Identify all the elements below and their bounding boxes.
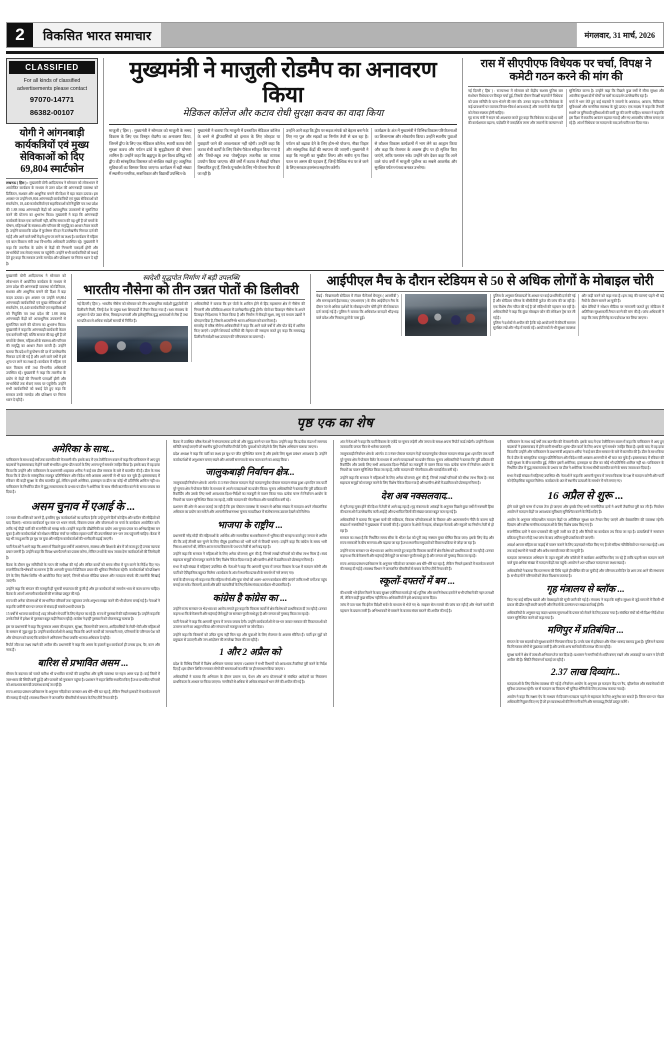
- continuation-heading-assam-ai: असम चुनाव में एआई के ...: [30, 500, 136, 513]
- continuation-heading-bjp-national: भाजपा के राष्ट्रीय ...: [217, 520, 283, 531]
- newspaper-page: [0, 22, 670, 1046]
- continuation-para: 10 साल की शक्ति को जानने हैं, इसलिए बूथ कार्यकर्ताओं का दायित्व है कि उन्हें पुराने दिनों को हिंस और कठिन की सीढ़ियों को याद दिलाएं। भाजपा कार्यकर्ता बूथ स्तर पर भवन संपर्क, विकास प्रचार और योजनाओं पर चर्चा के कार्यक्रम आयोजित करें। ताकि नई पीढ़ी पार्टी की राजनीति को समझ सके। उन्होंने कहा कि प्रौद्योगिकी का प्रयोग अब चुनाव प्रचार का अभिन्न हिस्सा बन चुका है और कार्यकर्ताओं को सोशल मीडिया मंचों पर सक्रिय रहकर पार्टी की उपलब्धियां जन-जन तक पहुंचानी चाहिए। बैठक में यह भी तय हुआ कि हर बूथ पर युवा और महिला कार्यकर्ताओं की भागीदारी बढ़ाई जाएगी।: [6, 515, 160, 542]
- ipl-story-col-2: पुलिस के अनुसार शिकायतों के आधार पर कई प्राथमिकी दर्ज की गई हैं और स्टेडियम परिसर के सीसीटीवी फुटेज की जांच की जा रही है। एक विशेष टीम गठित की गई है जो संदिग्धों की पहचान कर रही है। अधिकारियों ने कहा कि कुछ मोबाइल फोन की लोकेशन ट्रेस कर ली गई है।: [493, 294, 576, 320]
- continuation-para: उन्होंने कहा कि संगठन की मजबूती ही चुनावी सफलता की कुंजी है और हर कार्यकर्ता को समर्पण भाव से काम करना चाहिए। बैठक के अंत में आगामी कार्यक्रमों की रूपरेखा प्रस्तुत की गई।: [6, 586, 160, 596]
- continuation-para: राज्य आपदा प्रबंधन प्राधिकरण के अनुसार नदियों का जलस्तर अब धीरे-धीरे घट रहा है, लेकिन निचले इलाकों में सतर्कता बरतने की सलाह दी गई है। स्वास्थ्य विभाग ने जलजनित बीमारियों से बचाव के लिए टीमें तैनात की हैं।: [6, 690, 160, 700]
- publication-date: मंगलवार, 31 मार्च, 2026: [576, 23, 663, 47]
- continuation-para: बैठक के दौरान बूथ समितियों के गठन की समीक्षा की गई और लंबित कार्यों को समय सीमा में पूरा करने के निर्देश दिए गए। राजनीतिक विश्लेषकों का मानना है कि आगामी चुनाव में डिजिटल प्रचार की भूमिका निर्णायक रहेगी। कार्यकर्ताओं को प्रशिक्षण देने के लिए विशेष शिविर भी आयोजित किए जाएंगे, जिनमें सोशल मीडिया प्रबंधन और मतदाता संपर्क की तकनीकें सिखाई जाएंगी।: [6, 562, 160, 584]
- classified-body: For all kinds of classified advertisements please contact: [16, 78, 88, 93]
- navy-ship-photo: [77, 326, 188, 362]
- navy-story-col-3: समारोह में वरिष्ठ नौसेना अधिकारियों ने कहा कि आने वाले वर्षों में और पोत बेड़े में शामिल किए जाएंगे। उन्होंने शिपयार्ड कर्मियों की मेहनत की सराहना करते हुए कहा कि समयबद्ध डिलीवरी स्वदेशी रक्षा उत्पादन की परिपक्वता का प्रमाण है।: [194, 324, 305, 339]
- continuation-para: संगठन के चार सदस्यों को सुरक्षा बलों ने गिरफ्तार किया है। उनके पास से हथियार और गोला-बारूद बरामद हुआ है। पुलिस ने बताया कि गिरफ्तार लोगों से पूछताछ जारी है और उनके अन्य साथियों की तलाश की जा रही है।: [506, 639, 665, 650]
- continuation-para: पाकिस्तान के साथ कई वर्षों तक बातचीत की मेजबानी की। इसके बाद में एक टेलीविजन बयान में कहा कि पाकिस्तान में आए हुए बदलावों ने इस्लामाबाद में होने वाली संभावित शुल्क-डील वार्ता के लिए अपना पूर्ण समर्थन जाहिर किया है। इसके बाद में यह दावा किया कि उन्होंने और पाकिस्तान के प्रधानमंत्री शाहबाज शरीफ ने कई बार डील सरकार के बारे में बातचीत की है। डील के साथ किया कि वे डील के सांस्कृतिक मजबूत प्रतिनिधियन और विदेश मंत्री अब्बास अरागची से भी बात कर चुके हैं। इस्लामाबाद में रविवार की कड़ी सुरक्षा के बीच बातचीत हुई, लेकिन इसमें अमेरिका, इजराइल या डील का कोई भी प्रतिनिधि शामिल नहीं था। पाकिस्तान के निर्धारित डील में युद्ध सकारात्मक के प्रभाव पर डील ने अमेरिका के साथ सीधी बातचीत करने के समय जवाब कर दिया है।: [506, 439, 665, 471]
- continuation-heading-bomb-threat: स्कूलों-दफ्तरों में बम ...: [378, 577, 455, 588]
- continuation-column-1: [6, 440, 160, 708]
- continuation-para: उन्होंने राज्य सरकार पर भेदभाव का आरोप लगाते हुए कहा कि विकास कार्यों में क्षेत्र विशेष को प्राथमिकता दी जा रही है। उनका कहना था कि बेरोजगारी और महंगाई जैसे मुद्दों पर सरकार चुप्पी साधे हुए है और जनता को गुमराह किया जा रहा है।: [172, 607, 327, 617]
- continuation-heading-divyang: 2.37 लाख दिव्यांग...: [550, 668, 621, 679]
- main-story-col-3: उन्होंने आगे कहा कि द्वीप पर सड़क संपर्क को बेहतर बनाने के लिए नए पुल और सड़कों का निर्माण तेजी से चल रहा है। पर्यटन को बढ़ावा देने के लिए होम-स्टे योजना, नौका विहार और सांस्कृतिक केंद्रों की स्थापना की जाएगी। मुख्यमंत्री ने कहा कि माजुली का मुखौटा शिल्प और सत्रीय नृत्य विश्व पटल पर असम की पहचान हैं, जिन्हें वैश्विक मंच पर ले जाने के लिए सरकार हरसंभव सहयोग करेगी।: [286, 128, 369, 171]
- left-story-dateline: लखनऊ ( हिंस ) :: [6, 180, 29, 185]
- continuation-para: चर्चा के दौरान यह भी कहा गया कि महिला मोर्चा और युवा मोर्चा को अलग-अलग कार्यक्रम सौंपे जाएंगे ताकि सभी वर्गों तक पहुंच बनाई जा सके। किसानों, छात्रों और छोटे व्यापारियों के लिए विशेष संवाद कार्यक्रम भी प्रस्तावित हैं।: [172, 577, 327, 588]
- ipl-headline-rule: [316, 291, 664, 292]
- continuation-para: राज्य आपदा प्रबंधन प्राधिकरण के अनुसार नदियों का जलस्तर अब धीरे-धीरे घट रहा है, लेकिन निचले इलाकों में सतर्कता बरतने की सलाह दी गई है। स्वास्थ्य विभाग ने जलजनित बीमारियों से बचाव के लिए टीमें तैनात की हैं।: [339, 561, 494, 571]
- right-story-col-2: गृह राज्य मंत्री ने सदन को आश्वस्त करते हुए कहा कि विधेयक का उद्देश्य बलों की कार्यक्षमता बढ़ाना, पदोन्नति में पारदर्शिता लाना और जवानों के कल्याण को सुनिश्चित करना है। उन्होंने कहा कि पिछले कुछ वर्षों में सीमा सुरक्षा और आंतरिक सुरक्षा दोनों मोर्चों पर बलों का प्रदर्शन उल्लेखनीय रहा है।: [468, 88, 664, 126]
- main-subheadline: मेडिकल कॉलेज और कटाव रोधी सुरक्षा कवच का वादा किया: [182, 109, 384, 120]
- masthead-rule: [6, 51, 664, 54]
- continuation-para: जालुकबाड़ी निर्वाचन क्षेत्र के अंतर्गत 113 नंबर पोस्टल मतदान में हो मतदानपूर्वक पोस्टल मतदान संपन्न हुआ। इस दिन तक पार्टी पूरे चुनाव क्षेत्र में पोस्टल बैलेट के माध्यम से अपने मतदाताओं का प्रयोग किया। चुनाव अधिकारियों ने बताया कि पूरी प्रक्रिया की रिकॉर्डिंग और उसके लिए सभी आवश्यक दिशा-निर्देशों का मजबूती से पालन किया गया। प्रत्येक चरण में निर्वाचन आयोग के नियमों का पालन सुनिश्चित किया जा रहा है, ताकि मतदान की गोपनीयता और पारदर्शिता बनी रहे।: [339, 452, 494, 473]
- continuation-heading-rain-assam: बारिश से प्रभावित असम ...: [37, 658, 129, 669]
- navy-kicker: स्वदेशी युद्धपोत निर्माण में बड़ी उपलब्धि: [142, 274, 240, 283]
- publication-title: विकसित भारत समाचार: [33, 23, 161, 47]
- column-divider: [103, 58, 104, 267]
- continuation-para: 15 वर्षों से भाजपा कार्यरत है। यह जोरशोर से पार्टी के लिए मेहनत का रहे हैं। राज्य में पुरस्कारों की बड़ी समस्या है। उन्होंने कहा कि उनके जिले में हमेशा से पुरस्कार बहुत बड़ी निकल रही है। कांग्रेस ने इन्हीं पुरस्कारों को योजनाबद्ध चलाया है।: [6, 612, 160, 622]
- right-column: [468, 58, 664, 267]
- continuation-heading-april-16: 16 अप्रैल से शुरू ...: [547, 489, 624, 502]
- continuation-banner: [6, 409, 664, 436]
- continuation-para: इस पर प्रधानमंत्री ने कहा कि पुरस्कार असम की पहचान, सुरक्षा, किसानों की जरूरत, आदिवासियों के रोजी-रोटी और महिलाओं के सम्मान से जुड़ा मुद्दा है। उन्होंने कार्यकर्ताओं से आग्रह किया कि अपने कार्यों को जानकारी लाएं, परिणामों के परिणाम पेश करें और योगदान को बताएं कि कांग्रेस ने अनियंत्रण तिथा जबकि भाजपा अधिकार दे रही है।: [6, 624, 160, 640]
- navy-story-col-2: अधिकारियों ने बताया कि इन पोतों के शामिल होने से हिंद महासागर क्षेत्र में नौसेना की निगरानी और प्रतिक्रिया क्षमता में उल्लेखनीय वृद्धि होगी। पोतों का डिजाइन नौसेना के अपने डिजाइन निदेशालय ने तैयार किया है और निर्माण में सैकड़ों सूक्ष्म, लघु एवं मध्यम उद्यमों ने योगदान दिया है, जिससे आत्मनिर्भर भारत अभियान को बल मिला है।: [194, 302, 305, 323]
- right-story-columns: [468, 89, 664, 127]
- continuation-heading-manipur: मणिपुर में प्रतिबंधित ...: [547, 626, 624, 637]
- ipl-story-col-1: चेन्नई : चिन्नास्वामी स्टेडियम में रॉयल चैलेंजर्स बेंगलुरु ( आरसीबी ) और सनराइजर्स हैदराबाद ( एसआरएच ) के बीच आईपीएल मैच के दौरान 50 से अधिक दर्शकों के मोबाइल फोन चोरी होने की शिकायत दर्ज कराई गई है। पुलिस ने बताया कि अधिकांश वारदातें भीड़भाड़ वाले प्रवेश और निकास द्वारों के पास हुईं।: [316, 294, 399, 320]
- bottom-divider-3: [500, 440, 501, 708]
- continuation-para: उन्होंने राज्य सरकार पर भेदभाव का आरोप लगाते हुए कहा कि विकास कार्यों में क्षेत्र विशेष को प्राथमिकता दी जा रही है। उनका कहना था कि बेरोजगारी और महंगाई जैसे मुद्दों पर सरकार चुप्पी साधे हुए है और जनता को गुमराह किया जा रहा है।: [339, 548, 494, 559]
- classified-ad-box[interactable]: [6, 58, 98, 124]
- masthead-spacer: [161, 23, 575, 47]
- continuation-para: अधिकारियों ने बताया कि मतगणना की तिथि पहले ही घोषित की जा चुकी है और परिणाम उसी दिन देर शाम तक आने की संभावना है। सभी दलों ने परिणामों को लेकर विश्वास जताया है।: [506, 568, 665, 579]
- classified-phone-2: 86382-00107: [29, 108, 75, 117]
- continuation-para: रिपोर्ट जीत का लक्ष्य रखने की अपील की। प्रधानमंत्री ने कहा कि असम के हजारों बूथ कार्यकर्ता ही उनका हाथ, पैर, कान और नाक हैं।: [6, 643, 160, 653]
- continuation-para: राज्य की अनेक योजनाओं से लाभान्वित परिवारों तक पहुंचकर उनके अनुभव साझा करने की भी योजना बनाई गई है। नेताओं ने कहा कि जमीनी स्तर पर जनता से संवाद ही सबसे प्रभावी प्रचार है।: [6, 599, 160, 609]
- continuation-para: की धमकी भरे ईमेल मिलने के बाद सुरक्षा एजेंसियां सतर्क हो गईं। पुलिस और बम निरोधक दस्तों ने सभी परिसरों की गहन तलाशी ली, लेकिन कहीं कुछ संदिग्ध नहीं मिला। अधिकारियों ने इसे अफवाह करार दिया।: [339, 590, 494, 601]
- continuation-para: अधिकारियों ने बताया कि सुरक्षा बलों की सक्रियता, विकास परियोजनाओं के विस्तार और आत्मसमर्पण नीति के कारण बड़ी संख्या में नक्सलियों ने मुख्यधारा में वापसी की है। दूरदराज के क्षेत्रों में सड़क, मोबाइल नेटवर्क और स्कूलों का निर्माण तेजी से हो रहा है।: [339, 517, 494, 533]
- navy-story: [77, 274, 305, 403]
- column-divider-2: [462, 58, 463, 267]
- continuation-para: मतदाता जागरूकता अभियान के तहत स्कूलों और कॉलेजों में कार्यक्रम आयोजित किए जा रहे हैं ताकि पहली बार मतदान करने वाले युवा अधिक संख्या में मतदान केंद्रों तक पहुंचें। आयोग ने शत-प्रतिशत मतदान का लक्ष्य रखा है।: [506, 555, 665, 566]
- classified-title: CLASSIFIED: [9, 61, 95, 74]
- continuation-para: उन्होंने कहा कि किसानों को उचित मूल्य नहीं मिल रहा और युवाओं के लिए रोजगार के अवसर सीमित हैं। पार्टी इन मुद्दों को प्रमुखता से उठाएगी और जन आंदोलन की रूपरेखा तैयार की जा रही है।: [172, 632, 327, 643]
- continuation-para: जांच में पता चला कि ईमेल विदेशी सर्वर के माध्यम से भेजे गए थे। साइबर सेल मामले की जांच कर रही है और भेजने वालों की पहचान के प्रयास जारी हैं। अभिभावकों से घबराने के बजाय संयम बरतने की अपील की गई है।: [339, 603, 494, 613]
- continuation-para: आदर्श आचार संहिता का कड़ाई से पालन कराने के लिए उड़नदस्ते गठित किए गए हैं जो संदिग्ध गतिविधियों पर नजर रख रहे हैं। अब तक कई स्थानों से नकदी और अवैध सामग्री जब्त की जा चुकी है।: [506, 543, 665, 553]
- left-story-text: मुख्यमंत्री योगी आदित्यनाथ ने सोमवार को लोकभवन में आयोजित कार्यक्रम के माध्यम से उत्तर प्रदेश की आंगनबाड़ी व्यवस्था को डिजिटल, सशक्त और आधुनिक बनाने की दिशा में बड़ा कदम उठाया। इस अवसर पर उन्होंने 69,804 आंगनबाड़ी कार्यकत्रियों एवं मुख्य सेविकाओं को स्मार्टफोन, 18,440 कार्यकत्रियों एवं सहायिकाओं को नियुक्ति पत्र तथा प्रदेश की 1.88 लाख आंगनबाड़ी केंद्रों को अत्याधुनिक उपकरणों से सुसज्जित करने की योजना का शुभारंभ किया। मुख्यमंत्री ने कहा कि आंगनबाड़ी कार्यकत्री केवल एक कर्मचारी नहीं, बल्कि समाज की वह धुरी हैं जो बच्चों के पोषण, महिलाओं के स्वास्थ्य और परिवार की समृद्धि का आधार तैयार करती हैं। उन्होंने बताया कि प्रदेश में कुपोषण की दर में उल्लेखनीय गिरावट दर्ज की गई है और आने वाले वर्षों में इसे शून्य पर लाने का लक्ष्य है। कार्यक्रम में महिला एवं बाल विकास मंत्री तथा विभागीय अधिकारी उपस्थित रहे। मुख्यमंत्री ने कहा कि तकनीक के प्रयोग से केंद्रों की निगरानी पारदर्शी होगी और लाभार्थियों तक सेवाएं समय पर पहुंचेंगी। उन्होंने सभी कार्यकत्रियों को बधाई देते हुए कहा कि सरकार उनके मानदेय और प्रशिक्षण पर निरंतर ध्यान दे रही है।: [6, 180, 98, 266]
- continuation-para: किए गए कई संदिग्ध खातों और वेबसाइटों की सूची जारी की गई है। मंत्रालय ने कहा कि राष्ट्रीय सुरक्षा से जुड़े मामलों में किसी भी प्रकार की ढील नहीं बरती जाएगी और नियमों के उल्लंघन पर सख्त कार्रवाई होगी।: [506, 597, 665, 608]
- continuation-heading-naxalism: देश अब नक्सलवाद...: [380, 491, 454, 502]
- left-divider: [6, 178, 98, 179]
- section-rule-1: [6, 270, 664, 271]
- navy-headline-rule: [77, 299, 305, 300]
- continuation-para: पार्टी नेताओं ने कहा कि आगामी चुनाव में जनता जवाब देगी। उन्होंने कार्यकर्ताओं से घर-घर जाकर सरकार की विफलताओं को उजागर करने का आह्वान किया और संगठन को मजबूत बनाने पर जोर दिया।: [172, 619, 327, 630]
- ipl-headline: आईपीएल मैच के दौरान स्टेडियम से 50 से अधिक लोगों के मोबाइल चोरी: [326, 273, 654, 289]
- continuation-column-4: [507, 440, 664, 708]
- main-story-columns: [109, 128, 457, 178]
- left-continuation-text: मुख्यमंत्री योगी आदित्यनाथ ने सोमवार को लोकभवन में आयोजित कार्यक्रम के माध्यम से उत्तर प्रदेश की आंगनबाड़ी व्यवस्था को डिजिटल, सशक्त और आधुनिक बनाने की दिशा में बड़ा कदम उठाया। इस अवसर पर उन्होंने 69,804 आंगनबाड़ी कार्यकत्रियों एवं मुख्य सेविकाओं को स्मार्टफोन, 18,440 कार्यकत्रियों एवं सहायिकाओं को नियुक्ति पत्र तथा प्रदेश की 1.88 लाख आंगनबाड़ी केंद्रों को अत्याधुनिक उपकरणों से सुसज्जित करने की योजना का शुभारंभ किया। मुख्यमंत्री ने कहा कि आंगनबाड़ी कार्यकत्री केवल एक कर्मचारी नहीं, बल्कि समाज की वह धुरी हैं जो बच्चों के पोषण, महिलाओं के स्वास्थ्य और परिवार की समृद्धि का आधार तैयार करती हैं। उन्होंने बताया कि प्रदेश में कुपोषण की दर में उल्लेखनीय गिरावट दर्ज की गई है और आने वाले वर्षों में इसे शून्य पर लाने का लक्ष्य है। कार्यक्रम में महिला एवं बाल विकास मंत्री तथा विभागीय अधिकारी उपस्थित रहे। मुख्यमंत्री ने कहा कि तकनीक के प्रयोग से केंद्रों की निगरानी पारदर्शी होगी और लाभार्थियों तक सेवाएं समय पर पहुंचेंगी। उन्होंने सभी कार्यकत्रियों को बधाई देते हुए कहा कि सरकार उनके मानदेय और प्रशिक्षण पर निरंतर ध्यान दे रही है।: [6, 274, 67, 403]
- right-story-col-3: चर्चा में भाग लेते हुए कई सदस्यों ने जवानों के अवकाश, आवास, चिकित्सा सुविधाओं और मानसिक स्वास्थ्य के मुद्दे उठाए। एक सदस्य ने कहा कि तैनाती स्थलों पर बुनियादी सुविधाओं की कमी दूर की जानी चाहिए। सरकार ने कहा कि इस दिशा में बजटीय आवंटन बढ़ाया गया है और नए आवासीय परिसर बनाए जा रहे हैं। अंत में विधेयक पर मतदान के बाद उसे पारित कर दिया गया।: [569, 99, 664, 126]
- continuation-section: [6, 440, 664, 708]
- continuation-column-2: [173, 440, 327, 708]
- continuation-para: सुरक्षा बलों ने क्षेत्र में तलाशी अभियान तेज कर दिया है। प्रशासन ने नागरिकों से शांति बनाए रखने और अफवाहों पर ध्यान न देने की अपील की है। स्थिति नियंत्रण में बताई जा रही है।: [506, 652, 665, 663]
- column-divider-4: [310, 274, 311, 403]
- continuation-column-3: [340, 440, 494, 708]
- continuation-para: मतदाताओं के लिए विशेष व्यवस्था की गई है। निर्वाचन आयोग के अनुसार हर मतदान केंद्र पर रैंप, व्हीलचेयर और स्वयंसेवकों की सुविधा उपलब्ध रहेगी। घर से मतदान का विकल्प भी चुनिंदा श्रेणियों के लिए उपलब्ध कराया गया है।: [506, 681, 665, 692]
- continuation-heading-jalukbari: जालुकबाड़ी निर्वाचन क्षेत्र...: [205, 468, 295, 479]
- right-headline-rule: [468, 86, 664, 87]
- left-story-body: [6, 181, 98, 267]
- ipl-story-col-4: खेल प्रेमियों ने सोशल मीडिया पर नाराजगी जताते हुए स्टेडियम में अतिरिक्त सुरक्षाकर्मी तैनात करने की मांग की है। जांच अधिकारी ने कहा कि जल्द ही गिरोह का पर्दाफाश कर लिया जाएगा।: [581, 304, 664, 320]
- continuation-para: आयोग के अनुसार संवेदनशील मतदान केंद्रों पर अतिरिक्त सुरक्षा बल तैनात किए जाएंगे और वेबकास्टिंग की व्यवस्था रहेगी। दिव्यांग और वरिष्ठ नागरिक मतदाताओं के लिए विशेष प्रबंध किए गए हैं।: [506, 517, 665, 527]
- masthead: [6, 22, 664, 48]
- navy-story-col-1: नई दिल्ली ( हिंस ) : भारतीय नौसेना को सोमवार को तीन अत्याधुनिक स्वदेशी युद्धपोतों की डिलीवरी मिली, जिन्हें देश के प्रमुख रक्षा शिपयार्डों में तैयार किया गया है। रक्षा मंत्रालय के अनुसार ये पोत उन्नत सेंसर, मिसाइल प्रणाली और इलेक्ट्रॉनिक युद्ध क्षमताओं से लैस हैं तथा 60 प्रतिशत से अधिक स्वदेशी सामग्री से निर्मित हैं।: [77, 302, 188, 323]
- continuation-heading-congress: कांग्रेस है कांग्रेस का ...: [212, 593, 288, 604]
- continuation-para: पाकिस्तान के साथ कई वर्षों तक बातचीत की मेजबानी की। इसके बाद में एक टेलीविजन बयान में कहा कि पाकिस्तान में आए हुए बदलावों ने इस्लामाबाद में होने वाली संभावित शुल्क-डील वार्ता के लिए अपना पूर्ण समर्थन जाहिर किया है। इसके बाद में यह दावा किया कि उन्होंने और पाकिस्तान के प्रधानमंत्री शाहबाज शरीफ ने कई बार डील सरकार के बारे में बातचीत की है। डील के साथ किया कि वे डील के सांस्कृतिक मजबूत प्रतिनिधियन और विदेश मंत्री अब्बास अरागची से भी बात कर चुके हैं। इस्लामाबाद में रविवार की कड़ी सुरक्षा के बीच बातचीत हुई, लेकिन इसमें अमेरिका, इजराइल या डील का कोई भी प्रतिनिधि शामिल नहीं था। पाकिस्तान के निर्धारित डील में युद्ध सकारात्मक के प्रभाव पर डील ने अमेरिका के साथ सीधी बातचीत करने के समय जवाब कर दिया है।: [6, 457, 160, 495]
- page-number: 2: [7, 23, 33, 47]
- column-divider-3: [71, 274, 72, 403]
- continuation-heading-home-ministry: गृह मंत्रालय से ब्लॉक ...: [546, 584, 625, 595]
- ipl-story-columns: [316, 294, 664, 336]
- main-headline: मुख्यमंत्री ने माजुली रोडमैप का अनावरण किया: [129, 57, 437, 107]
- continuation-para: प्रदेश अध्यक्ष ने कहा कि पार्टी का लक्ष्य हर बूथ पर जीत सुनिश्चित करना है और इसके लिए सूक्ष्म प्रबंधन आवश्यक है। उन्होंने कार्यकर्ताओं से अनुशासन बनाए रखने और आपसी समन्वय के साथ काम करने का आग्रह किया।: [172, 452, 327, 462]
- continuation-para: पार्टी नेताओं ने आगे कहा कि असम में पिछले कुछ वर्षों में अवसंरचना, स्वास्थ्य और शिक्षा के क्षेत्र में जो काम हुए हैं उनका व्यापक प्रचार जरूरी है। उन्होंने कहा कि विपक्ष भ्रम फैलाने का प्रयास करेगा, लेकिन तथ्यों के साथ जवाब देना कार्यकर्ताओं की जिम्मेदारी है।: [6, 544, 160, 560]
- main-headline-rule: [109, 124, 457, 125]
- continuation-para: उन्होंने कहा कि सरकार ने महिलाओं के लिए अनेक योजनाएं शुरू की हैं, जिनसे लाखों परिवारों को सीधा लाभ मिला है। स्वयं सहायता समूहों को मजबूत करने के लिए विशेष पैकेज दिया गया है और ग्रामीण क्षेत्रों में उद्यमिता को प्रोत्साहन मिला है।: [172, 552, 327, 562]
- continuation-heading-america: अमेरिका के साथ...: [51, 444, 115, 455]
- continuation-para: मौसम के बदलाव को चलते बारिश भी प्रभावित राज्यों की प्राकृतिक और कृषि व्यवस्था पर गहरा असर पड़ा है। कई जिलों में जलभराव की स्थिति बनी हुई है और फसलों को नुकसान पहुंचा है। प्रशासन ने राहत शिविर स्थापित किए हैं तथा प्रभावित परिवारों को आवश्यक सामग्री उपलब्ध कराई जा रही है।: [6, 672, 160, 687]
- continuation-para: प्रदेश के विभिन्न जिलों में विशेष अभियान चलाया जाएगा। प्रशासन ने सभी विभागों को आवश्यक तैयारियां पूरी करने के निर्देश दिए हैं। इस दौरान शिविर लगाकर लोगों की समस्याओं का मौके पर ही समाधान किया जाएगा।: [172, 661, 327, 672]
- continuation-para: उन्होंने कहा कि सरकार ने महिलाओं के लिए अनेक योजनाएं शुरू की हैं, जिनसे लाखों परिवारों को सीधा लाभ मिला है। स्वयं सहायता समूहों को मजबूत करने के लिए विशेष पैकेज दिया गया है और ग्रामीण क्षेत्रों में उद्यमिता को प्रोत्साहन मिला है।: [339, 475, 494, 486]
- continuation-banner-text: पृष्ठ एक का शेष: [296, 414, 374, 430]
- ipl-story: [316, 274, 664, 403]
- bottom-divider-1: [166, 440, 167, 708]
- left-column: [6, 58, 98, 267]
- left-continuation-column: [6, 274, 66, 403]
- top-section: [6, 58, 664, 267]
- bottom-divider-2: [333, 440, 334, 708]
- continuation-para: प्रशासन की ओर से आशा जताई जा रही है कि इस पोस्टल व्यवस्था के माध्यम से अधिक संख्या में मतदाता अपने लोकतांत्रिक अधिकार का प्रयोग कर सकेंगे और आगामी विधानसभा चुनाव मतप्रतिशत में संतोषजनक उछाल देखने को मिलेगा।: [172, 505, 327, 515]
- right-story-col-1: नई दिल्ली ( हिंस ) : राज्यसभा में सोमवार को केंद्रीय सशस्त्र पुलिस बल संशोधन विधेयक पर विस्तृत चर्चा हुई, जिसके दौरान विपक्षी सदस्यों ने विधेयक को प्रवर समिति के पास भेजने की मांग की। उनका कहना था कि विधेयक के कई प्रावधानों पर व्यापक विचार-विमर्श आवश्यक है और जवानों के सेवा हितों को लेकर स्पष्टता होनी चाहिए।: [468, 88, 563, 115]
- continuation-para: सरकार का लक्ष्य है कि निर्धारित समय सीमा के भीतर देश को पूरी तरह नक्सल मुक्त घोषित किया जाए। इसके लिए केंद्र और राज्य सरकारों के बीच समन्वय और बढ़ाया जा रहा है तथा स्थानीय समुदायों को विकास प्रक्रिया से जोड़ा जा रहा है।: [339, 535, 494, 546]
- ipl-stadium-photo: [405, 294, 488, 336]
- right-story-headline: रास में सीएपीएफ विधेयक पर चर्चा, विपक्ष ने कमेटी गठन करने की मांग की: [480, 58, 652, 83]
- continuation-para: अधिकारियों के अनुसार यह कदम भ्रामक सूचनाओं के प्रसार को रोकने के लिए उठाया गया है। संबंधित मंचों को भी दिशा-निर्देशों का पालन सुनिश्चित करने को कहा गया है।: [506, 610, 665, 621]
- continuation-para: जालुकबाड़ी निर्वाचन क्षेत्र के अंतर्गत 113 नंबर पोस्टल मतदान में हो मतदानपूर्वक पोस्टल मतदान संपन्न हुआ। इस दिन तक पार्टी पूरे चुनाव क्षेत्र में पोस्टल बैलेट के माध्यम से अपने मतदाताओं का प्रयोग किया। चुनाव अधिकारियों ने बताया कि पूरी प्रक्रिया की रिकॉर्डिंग और उसके लिए सभी आवश्यक दिशा-निर्देशों का मजबूती से पालन किया गया। प्रत्येक चरण में निर्वाचन आयोग के नियमों का पालन सुनिश्चित किया जा रहा है, ताकि मतदान की गोपनीयता और पारदर्शिता बनी रहे।: [172, 481, 327, 502]
- navy-story-columns: [77, 302, 305, 362]
- continuation-para: बैठक में उपस्थित वरिष्ठ नेताओं ने संगठनात्मक ढांचे को और सुदृढ़ करने पर बल दिया। उन्होंने कहा कि प्रत्येक मंडल में समन्वय समिति बनाई जाएगी जो स्थानीय मुद्दों पर नियमित रिपोर्ट देगी। युवाओं को जोड़ने के लिए विशेष अभियान चलाया जाएगा।: [172, 439, 327, 449]
- continuation-para: होने वाले दूसरे चरण में प्रचार तेज हो जाएगा और इसके लिए सभी राजनीतिक दलों ने अपनी तैयारियां पूरी कर ली हैं। निर्वाचन आयोग ने मतदान केंद्रों पर आवश्यक सुविधाएं सुनिश्चित करने के निर्देश दिए हैं।: [506, 504, 665, 515]
- continuation-para: राजनीतिक दलों ने स्टार प्रचारकों की सूची जारी कर दी है और रैलियों का कार्यक्रम तय किया जा रहा है। प्रत्याशियों ने नामांकन प्रक्रिया पूरी कर ली है तथा जांच के बाद अंतिम सूची प्रकाशित की जाएगी।: [506, 530, 665, 540]
- continuation-para: सभा में बड़ी संख्या में महिलाएं उपस्थित थीं। नेताओं ने कहा कि आगामी चुनाव में जनता विकास के पक्ष में मतदान करेगी और पार्टी को ऐतिहासिक बहुमत मिलेगा। कार्यक्रम के अंत में स्थानीय प्रत्याशी के समर्थन में नारे लगाए गए।: [172, 565, 327, 575]
- second-row-section: [6, 274, 664, 403]
- continuation-heading-april-1-2: 1 और 2 अप्रैल को: [219, 648, 281, 659]
- continuation-para: प्रधानमंत्री नरेंद्र मोदी की महिलाओं के आर्थिक और सामाजिक सशक्तीकरण में भूमिका की सराहना करते हुए जनता से अपील की कि उन्हें तीसरी बार चुनने के लिए पीयूष हाजरिका को भारी मतों से विजयी बनाएं। उन्होंने कहा कि कांग्रेस के समय भारी निराशा असम में थी, लेकिन आज राज्य विकास के पथ पर तेजी से आगे बढ़ रहा है।: [172, 534, 327, 549]
- main-story-col-1: माजुली ( हिंस ) : मुख्यमंत्री ने सोमवार को माजुली के समग्र विकास के लिए एक विस्तृत रोडमैप का अनावरण किया, जिसमें द्वीप के लिए एक मेडिकल कॉलेज, स्थायी कटाव रोधी सुरक्षा कवच और पर्यटन ढांचे के सुदृढ़ीकरण की घोषणा शामिल है। उन्होंने कहा कि ब्रह्मपुत्र के इस विश्व प्रसिद्ध नदी द्वीप की सांस्कृतिक विरासत को संरक्षित रखते हुए आधुनिक सुविधाओं का विस्तार किया जाएगा। कार्यक्रम में बड़ी संख्या में स्थानीय नागरिक, सत्राधिकार और विद्यार्थी उपस्थित थे।: [109, 128, 192, 177]
- navy-headline: भारतीय नौसेना को तीन उन्नत पोतों की डिलीवरी: [83, 281, 299, 297]
- main-story-col-4: कार्यक्रम के अंत में मुख्यमंत्री ने विभिन्न विकास परियोजनाओं का शिलान्यास और लोकार्पण किया। उन्होंने स्थानीय युवाओं से कौशल विकास कार्यक्रमों में भाग लेने का आह्वान किया और कहा कि रोजगार के अवसर द्वीप पर ही सृजित किए जाएंगे, ताकि पलायन रुके। उन्होंने जोर देकर कहा कि आने वाले पांच वर्षों में माजुली पूर्वोत्तर का सबसे आकर्षक और सुरक्षित पर्यटन गंतव्य बनकर उभरेगा।: [374, 128, 457, 171]
- main-story: [109, 58, 457, 267]
- continuation-para: सभा में बड़ी संख्या में महिलाएं उपस्थित थीं। नेताओं ने कहा कि आगामी चुनाव में जनता विकास के पक्ष में मतदान करेगी और पार्टी को ऐतिहासिक बहुमत मिलेगा। कार्यक्रम के अंत में स्थानीय प्रत्याशी के समर्थन में नारे लगाए गए।: [506, 473, 665, 484]
- left-story-headline: योगी ने आंगनबाड़ी कार्यकत्रियों एवं मुख्य सेविकाओं को दिए 69,804 स्मार्टफोन: [15, 127, 89, 175]
- continuation-para: से पूरी तरह मुक्त होने की दिशा में तेजी से आगे बढ़ रहा है। गृह मंत्रालय के आंकड़ों के अनुसार पिछले कुछ वर्षों में नक्सली हिंसा की घटनाओं में उल्लेखनीय कमी आई है और प्रभावित जिलों की संख्या घटकर बहुत कम रह गई है।: [339, 505, 494, 515]
- continuation-para: अंत में नेताओं ने कहा कि पार्टी विकास के एजेंडे पर चुनाव लड़ेगी और जनता के समक्ष अपना रिपोर्ट कार्ड रखेगी। उन्होंने विश्वास जताया कि जनता फिर से भरोसा जताएगी।: [339, 439, 494, 449]
- main-story-col-2: मुख्यमंत्री ने बताया कि माजुली में प्रस्तावित मेडिकल कॉलेज के बनने से द्वीपवासियों को इलाज के लिए जोरहाट या गुवाहाटी जाने की आवश्यकता नहीं रहेगी। उन्होंने कहा कि कटाव रोधी कार्यों के लिए विशेष पैकेज स्वीकृत किया गया है और जियो-ट्यूब तथा पोर्क्यूपाइन तकनीक का व्यापक उपयोग किया जाएगा। बीते वर्षों में कटाव से सैकड़ों परिवार विस्थापित हुए हैं, जिनके पुनर्वास के लिए भी योजना तैयार की जा रही है।: [197, 128, 280, 177]
- classified-phone-1: 97070-14771: [29, 95, 75, 105]
- continuation-para: अधिकारियों ने बताया कि अभियान के दौरान प्रमाण पत्र, पेंशन और अन्य योजनाओं से संबंधित आवेदनों का निस्तारण प्राथमिकता के आधार पर किया जाएगा। नागरिकों से अधिक से अधिक संख्या में भाग लेने की अपील की गई है।: [172, 674, 327, 684]
- ipl-story-col-3: पुलिस ने दर्शकों से अपील की है कि बड़े आयोजनों में कीमती सामान सुरक्षित रखें और भीड़ में सतर्क रहें। आयोजकों से भी सुरक्षा व्यवस्था और कड़ी करने को कहा गया है। इस तरह की घटनाएं पहले भी बड़े मैचों के दौरान सामने आ चुकी हैं।: [493, 294, 664, 331]
- continuation-para: आयोग ने कहा कि सक्षम ऐप के माध्यम से दिव्यांग मतदाता पहले से सहायता के लिए अनुरोध कर सकते हैं। जिला स्तर पर नोडल अधिकारी नियुक्त किए गए हैं जो इन व्यवस्थाओं की निगरानी करेंगे और समयबद्ध रिपोर्ट प्रस्तुत करेंगे।: [506, 694, 665, 704]
